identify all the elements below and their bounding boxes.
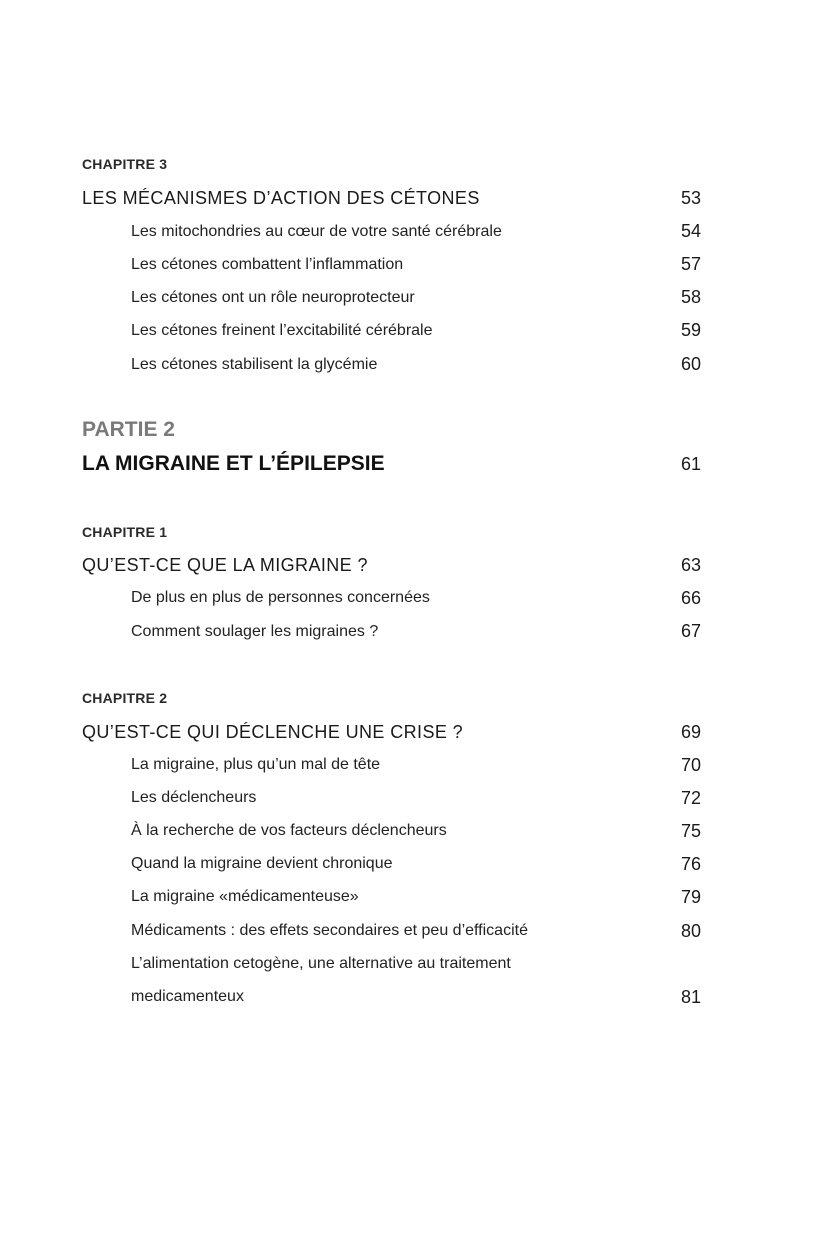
page-number: 72 <box>680 788 701 808</box>
entry-title: Les cétones freinent l’excitabilité cérébrale <box>131 322 433 339</box>
entry-title: Médicaments : des effets secondaires et peu d’efficacité <box>131 922 528 939</box>
chapter-title: QU’EST-CE QUE LA MIGRAINE ? <box>82 555 368 575</box>
part-label: PARTIE 2 <box>82 418 175 441</box>
toc-entry[interactable] <box>0 318 822 348</box>
page-number: 60 <box>680 354 701 374</box>
page-number: 54 <box>680 221 701 241</box>
toc-entry[interactable] <box>0 285 822 315</box>
page-number: 66 <box>680 588 701 608</box>
toc-entry[interactable] <box>0 219 822 249</box>
page-number: 63 <box>680 555 701 575</box>
toc-entry[interactable] <box>0 619 822 649</box>
page-number: 67 <box>680 621 701 641</box>
chapter-title: LES MÉCANISMES D’ACTION DES CÉTONES <box>82 188 480 208</box>
entry-title: medicamenteux <box>131 988 244 1005</box>
chapter-label: CHAPITRE 1 <box>82 524 168 540</box>
entry-title: La migraine «médicamenteuse» <box>131 888 359 905</box>
toc-entry[interactable] <box>0 586 822 616</box>
page-number: 75 <box>680 821 701 841</box>
page-number: 76 <box>680 854 701 874</box>
page-number: 70 <box>680 755 701 775</box>
part-title: LA MIGRAINE ET L’ÉPILEPSIE <box>82 452 385 475</box>
page-number: 80 <box>680 921 701 941</box>
page-number: 58 <box>680 287 701 307</box>
page-number: 57 <box>680 254 701 274</box>
toc-entry[interactable] <box>0 753 822 783</box>
entry-title: Comment soulager les migraines ? <box>131 623 379 640</box>
toc-entry[interactable] <box>0 985 822 1015</box>
page-number: 59 <box>680 320 701 340</box>
entry-title: La migraine, plus qu’un mal de tête <box>131 756 381 773</box>
page-number: 69 <box>680 722 701 742</box>
toc-chapter-row[interactable] <box>0 552 822 582</box>
entry-title: Les déclencheurs <box>131 789 257 806</box>
toc-entry[interactable] <box>0 852 822 882</box>
entry-title: De plus en plus de personnes concernées <box>131 589 430 606</box>
entry-title: Quand la migraine devient chronique <box>131 855 393 872</box>
chapter-label: CHAPITRE 2 <box>82 690 168 706</box>
toc-entry[interactable] <box>0 885 822 915</box>
chapter-title: QU’EST-CE QUI DÉCLENCHE UNE CRISE ? <box>82 722 464 742</box>
toc-part-row[interactable] <box>0 450 822 480</box>
entry-title: Les mitochondries au cœur de votre santé cérébrale <box>131 223 502 240</box>
toc-entry[interactable] <box>0 252 822 282</box>
entry-title: Les cétones ont un rôle neuroprotecteur <box>131 289 415 306</box>
toc-entry[interactable] <box>0 919 822 949</box>
entry-title: Les cétones combattent l’inflammation <box>131 256 404 273</box>
toc-entry[interactable] <box>0 352 822 382</box>
page-number: 53 <box>680 188 701 208</box>
entry-title: Les cétones stabilisent la glycémie <box>131 356 378 373</box>
page-number: 79 <box>680 887 701 907</box>
page-number: 61 <box>680 454 701 474</box>
toc-entry[interactable] <box>0 786 822 816</box>
entry-title: À la recherche de vos facteurs déclencheurs <box>131 822 447 839</box>
toc-chapter-row[interactable] <box>0 719 822 749</box>
page-number: 81 <box>680 987 701 1007</box>
entry-title: L’alimentation cetogène, une alternative au traitement <box>131 955 511 972</box>
toc-entry[interactable] <box>0 819 822 849</box>
toc-entry[interactable] <box>0 952 822 982</box>
toc-chapter-row[interactable] <box>0 185 822 215</box>
chapter-label: CHAPITRE 3 <box>82 156 168 172</box>
